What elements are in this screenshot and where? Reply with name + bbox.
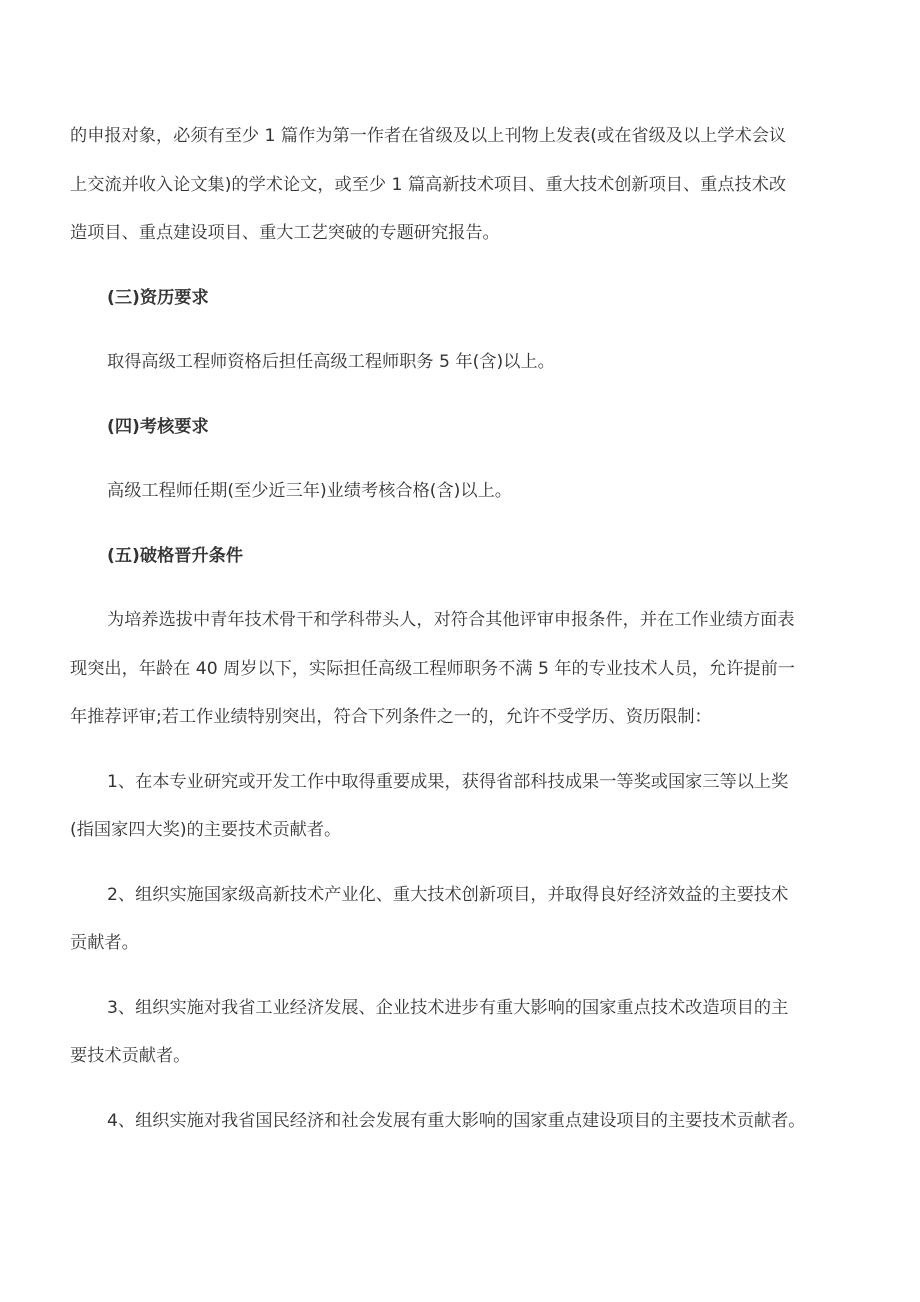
paragraph-qualification: 取得高级工程师资格后担任高级工程师职务 5 年(含)以上。: [107, 352, 555, 372]
text-line: 为培养选拔中青年技术骨干和学科带头人，对符合其他评审申报条件，并在工作业绩方面表: [107, 610, 795, 630]
list-item-2: [70, 871, 852, 968]
text-line: 1、在本专业研究或开发工作中取得重要成果，获得省部科技成果一等奖或国家三等以上奖: [107, 771, 789, 792]
text-line: 要技术贡献者。: [70, 1046, 191, 1066]
text-line: 上交流并收入论文集)的学术论文，或至少 1 篇高新技术项目、重大技术创新项目、重点技术改: [70, 174, 787, 195]
text-line: 的申报对象，必须有至少 1 篇作为第一作者在省级及以上刊物上发表(或在省级及以上学术会议: [70, 126, 787, 146]
text-line: 贡献者。: [70, 933, 139, 953]
text-line: 2、组织实施国家级高新技术产业化、重大技术创新项目，并取得良好经济效益的主要技术: [107, 884, 789, 905]
section-heading-exceptional-promotion: (五)破格晋升条件: [107, 545, 244, 566]
text-line: 4、组织实施对我省国民经济和社会发展有重大影响的国家重点建设项目的主要技术贡献者。: [107, 1110, 806, 1131]
section-heading-assessment: (四)考核要求: [107, 416, 209, 437]
paragraph-assessment: 高级工程师任期(至少近三年)业绩考核合格(含)以上。: [107, 481, 512, 501]
document-body: [70, 112, 852, 1161]
paragraph-exceptional-promotion: [70, 596, 852, 742]
text-line: 造项目、重点建设项目、重大工艺突破的专题研究报告。: [70, 223, 500, 243]
text-line: 现突出，年龄在 40 周岁以下，实际担任高级工程师职务不满 5 年的专业技术人员，允许提前一: [70, 658, 795, 679]
list-item-3: [70, 984, 852, 1081]
paragraph-application-requirement: [70, 112, 852, 258]
list-item-1: [70, 758, 852, 855]
list-item-4: [70, 1097, 852, 1146]
text-line: (指国家四大奖)的主要技术贡献者。: [70, 820, 342, 840]
text-line: 3、组织实施对我省工业经济发展、企业技术进步有重大影响的国家重点技术改造项目的主: [107, 997, 789, 1018]
section-heading-qualification: (三)资历要求: [107, 287, 209, 308]
text-line: 年推荐评审;若工作业绩特别突出，符合下列条件之一的，允许不受学历、资历限制：: [70, 707, 712, 727]
